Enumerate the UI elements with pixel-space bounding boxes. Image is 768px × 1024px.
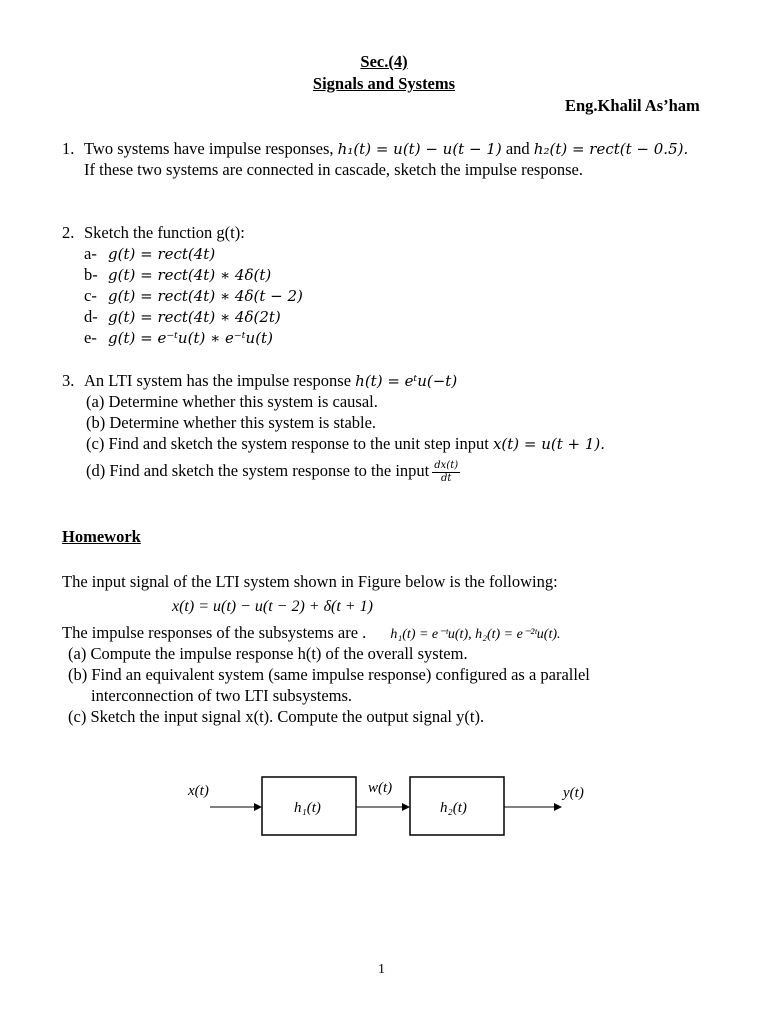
question-2-item (84, 286, 303, 306)
block-diagram (0, 760, 768, 850)
and-word: and (505, 139, 530, 158)
homework-intro: The input signal of the LTI system shown in Figure below is the following: (62, 572, 558, 591)
question-3-part-d (86, 458, 460, 485)
fraction-numerator: dx(t) (434, 459, 459, 471)
item-label: d- (84, 307, 98, 326)
homework-part-c: (c) Sketch the input signal x(t). Compute the output signal y(t). (68, 707, 485, 726)
item-label: b- (84, 265, 98, 284)
impulse-responses-line (62, 623, 561, 645)
question-1-line-2: If these two systems are connected in cascade, sketch the impulse response. (84, 160, 583, 179)
question-3-part-c (86, 434, 605, 454)
input-label: x(t) (188, 783, 209, 799)
question-2-number: 2. (62, 223, 75, 242)
block1-label: h₁(t) (294, 800, 321, 816)
part-d-text: (d) Find and sketch the system response to the input (86, 461, 430, 480)
block2-label: h₂(t) (440, 800, 467, 816)
author: Eng.Khalil As’ham (565, 96, 700, 115)
step-input-expression: x(t) = u(t + 1). (492, 435, 606, 453)
h2-expression: h₂(t) = rect(t − 0.5). (533, 140, 689, 158)
homework-heading: Homework (62, 527, 141, 546)
item-expression: g(t) = rect(4t) ∗ 4δ(t) (108, 266, 272, 284)
homework-part-b-line-1: (b) Find an equivalent system (same impulse response) configured as a parallel (68, 665, 590, 684)
impulse-response-expression: h(t) = eᵗu(−t) (355, 372, 458, 390)
page-number: 1 (378, 962, 385, 977)
item-expression: g(t) = e⁻ᵗu(t) ∗ e⁻ᵗu(t) (108, 329, 273, 347)
question-2-intro (62, 223, 245, 243)
item-label: a- (84, 244, 97, 263)
impulse-responses-text: The impulse responses of the subsystems are . (62, 623, 367, 642)
fraction-denominator: dt (440, 472, 452, 484)
item-expression: g(t) = rect(4t) ∗ 4δ(2t) (108, 308, 281, 326)
part-c-text: (c) Find and sketch the system response to the unit step input (86, 434, 489, 453)
question-2-item (84, 265, 271, 285)
question-2-item (84, 328, 273, 348)
input-signal-expression: x(t) = u(t) − u(t − 2) + δ(t + 1) (172, 598, 373, 615)
output-label: y(t) (563, 785, 584, 801)
derivative-fraction (432, 460, 460, 485)
question-2-item (84, 307, 281, 327)
question-3-text: An LTI system has the impulse response (84, 371, 352, 390)
question-1-line-1 (62, 139, 688, 159)
homework-part-b-line-2: interconnection of two LTI subsystems. (91, 686, 353, 705)
subsystem-expressions: h₁(t) = e⁻ᵗu(t), h₂(t) = e⁻²ᵗu(t). (390, 627, 561, 642)
question-1-number: 1. (62, 139, 75, 158)
page-title: Signals and Systems (312, 74, 456, 93)
question-1-text: Two systems have impulse responses, (84, 139, 334, 158)
item-label: e- (84, 328, 97, 347)
mid-signal-label: w(t) (368, 780, 393, 796)
item-label: c- (84, 286, 97, 305)
h1-expression: h₁(t) = u(t) − u(t − 1) (337, 140, 502, 158)
question-3-number: 3. (62, 371, 75, 390)
question-2-text: Sketch the function g(t): (84, 223, 245, 242)
item-expression: g(t) = rect(4t) (108, 245, 216, 263)
homework-part-a: (a) Compute the impulse response h(t) of the overall system. (68, 644, 468, 663)
question-3-part-a: (a) Determine whether this system is causal. (86, 392, 378, 411)
item-expression: g(t) = rect(4t) ∗ 4δ(t − 2) (108, 287, 303, 305)
question-3-intro (62, 371, 457, 391)
section-number: Sec.(4) (360, 52, 408, 71)
question-2-item (84, 244, 215, 264)
question-3-part-b: (b) Determine whether this system is stable. (86, 413, 377, 432)
